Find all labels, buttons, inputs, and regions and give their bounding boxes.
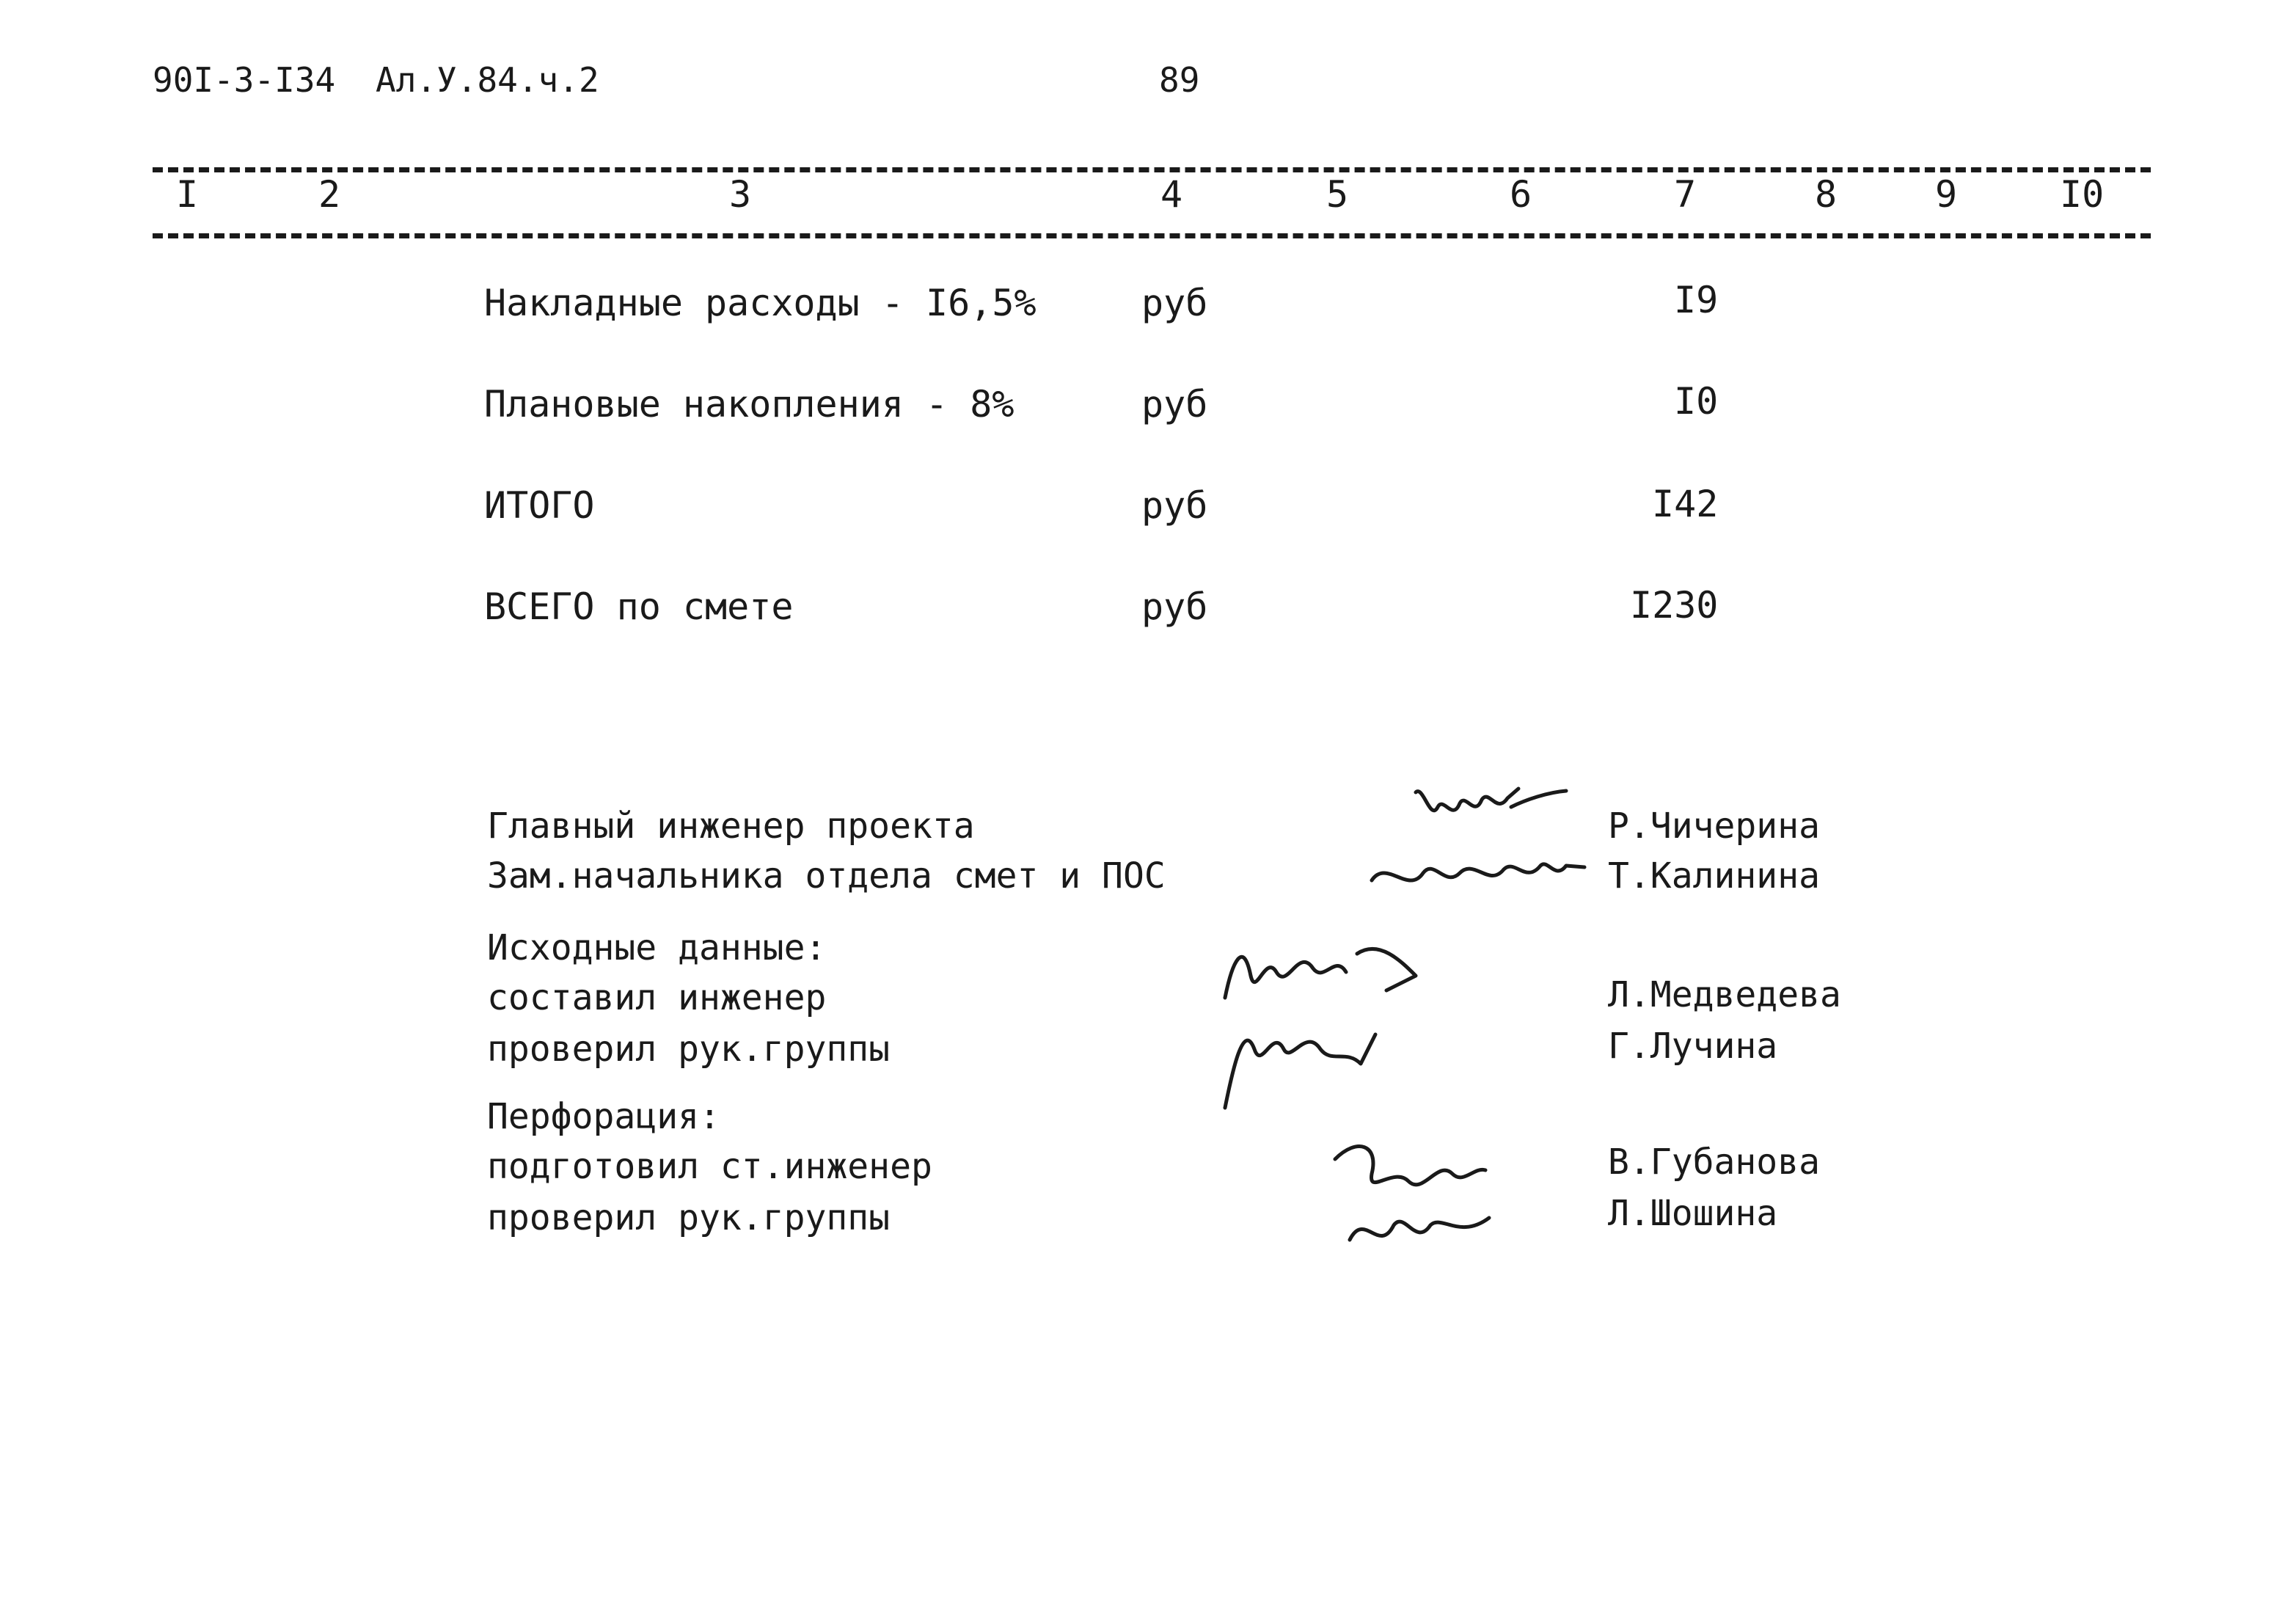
row-subtotal-name: ИТОГО: [484, 484, 595, 527]
column-number-6: 6: [1510, 173, 1532, 216]
row-planned-savings-name: Плановые накопления - 8%: [484, 383, 1014, 426]
handwritten-signature-checker-1: [1203, 1005, 1386, 1115]
source-data-heading: Исходные данные:: [487, 927, 827, 968]
chief-engineer-label: Главный инженер проекта: [487, 806, 975, 847]
checked-by-label-1: проверил рук.группы: [487, 1029, 891, 1070]
perforation-heading: Перфорация:: [487, 1096, 720, 1137]
row-grand-total-value: I230: [1630, 584, 1719, 627]
row-overhead-name: Накладные расходы - I6,5%: [484, 282, 1037, 324]
checked-by-name-1: Г.Лучина: [1608, 1026, 1778, 1067]
column-number-4: 4: [1160, 173, 1183, 216]
row-planned-savings-unit: руб: [1141, 383, 1208, 426]
compiled-by-label: составил инженер: [487, 977, 827, 1018]
row-subtotal-value: I42: [1652, 483, 1719, 525]
handwritten-signature-compiler: [1210, 932, 1423, 1012]
deputy-head-label: Зам.начальника отдела смет и ПОС: [487, 855, 1166, 897]
prepared-by-name: В.Губанова: [1608, 1142, 1820, 1183]
table-header-bottom-rule: [153, 233, 2151, 238]
handwritten-signature-deputy-head: [1364, 844, 1599, 902]
column-number-3: 3: [729, 173, 752, 216]
handwritten-signature-chief-engineer: [1408, 778, 1570, 844]
prepared-by-label: подготовил ст.инженер: [487, 1146, 932, 1187]
handwritten-signature-perforation: [1313, 1130, 1504, 1262]
document-code: 90I-3-I34: [153, 60, 336, 100]
album-reference: Ал.У.84.ч.2: [376, 60, 599, 100]
chief-engineer-name: Р.Чичерина: [1608, 806, 1820, 847]
row-overhead-value: I9: [1674, 279, 1719, 321]
column-number-10: I0: [2060, 173, 2105, 216]
column-number-1: I: [176, 173, 199, 216]
row-grand-total-unit: руб: [1141, 585, 1208, 628]
row-grand-total-name: ВСЕГО по смете: [484, 585, 794, 628]
row-planned-savings-value: I0: [1674, 380, 1719, 423]
checked-by-label-2: проверил рук.группы: [487, 1197, 891, 1238]
compiled-by-name: Л.Медведева: [1608, 974, 1841, 1015]
checked-by-name-2: Л.Шошина: [1608, 1193, 1778, 1234]
deputy-head-name: Т.Калинина: [1608, 855, 1820, 897]
column-number-7: 7: [1674, 173, 1697, 216]
column-number-9: 9: [1935, 173, 1958, 216]
column-number-8: 8: [1815, 173, 1838, 216]
page-number: 89: [1159, 60, 1200, 100]
column-number-5: 5: [1326, 173, 1349, 216]
table-top-rule: [153, 167, 2151, 172]
column-number-2: 2: [318, 173, 341, 216]
row-subtotal-unit: руб: [1141, 484, 1208, 527]
row-overhead-unit: руб: [1141, 282, 1208, 324]
